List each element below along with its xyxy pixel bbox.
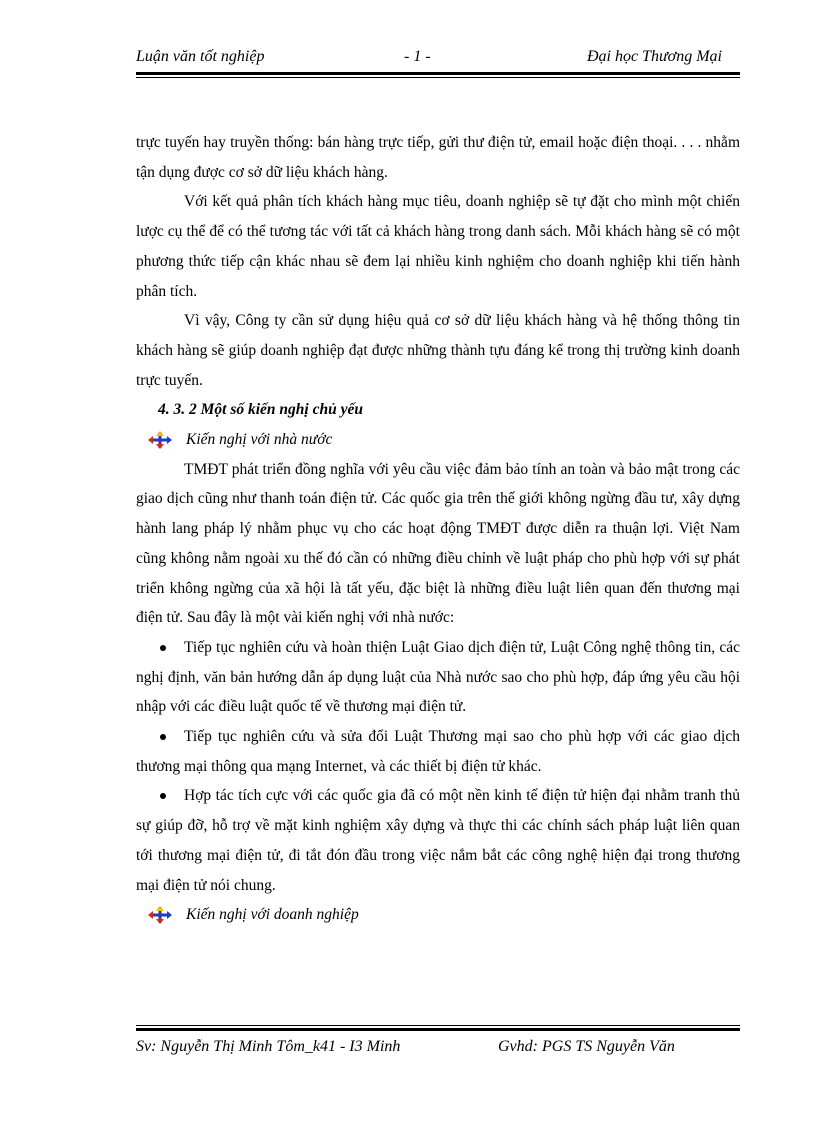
round-dot-icon — [160, 734, 166, 740]
list-item-text: Hợp tác tích cực với các quốc gia đã có một nền kinh tế điện tử hiện đại nhằm tranh thủ sự giúp đỡ, hỗ trợ về mặt kinh nghiệm xây dựng và thực thi các chính sách pháp luật liên quan tới thương mại điện tử, đi tắt đón đầu trong việc nắm bắt các công nghệ hiện đại trong thương mại điện tử nói chung. — [136, 787, 740, 894]
paragraph-2: Với kết quả phân tích khách hàng mục tiêu, doanh nghiệp sẽ tự đặt cho mình một chiến lược cụ thể để có thể tương tác với tất cả khách hàng trong danh sách. Mỗi khách hàng sẽ có một phương thức tiếp cận khác nhau sẽ đem lại nhiều kinh nghiệm cho doanh nghiệp khi tiến hành phân tích. — [136, 193, 740, 300]
heading-business-recommendations — [136, 900, 740, 930]
footer-student: Sv: Nguyễn Thị Minh Tôm_k41 - I3 Minh — [136, 1038, 401, 1055]
page-header — [136, 46, 740, 72]
page-body — [136, 128, 740, 930]
round-dot-icon — [160, 645, 166, 651]
section-heading: 4. 3. 2 Một số kiến nghị chủ yếu — [158, 401, 363, 419]
heading-business-label: Kiến nghị với doanh nghiệp — [186, 906, 359, 924]
footer-rule-thin — [136, 1025, 740, 1026]
paragraph-3: Vì vậy, Công ty cần sử dụng hiệu quả cơ sở dữ liệu khách hàng và hệ thống thông tin khách hàng sẽ giúp doanh nghiệp đạt được những thành tựu đáng kể trong thị trường kinh doanh trực tuyến. — [136, 312, 740, 389]
header-page-number: - 1 - — [404, 48, 431, 65]
four-arrow-icon — [148, 431, 172, 449]
header-rule-thick — [136, 72, 740, 75]
paragraph-4: TMĐT phát triển đồng nghĩa với yêu cầu việc đảm bảo tính an toàn và bảo mật trong các giao dịch cũng như thanh toán điện tử. Các quốc gia trên thế giới không ngừng đầu tư, xây dựng hành lang pháp lý nhằm phục vụ cho các hoạt động TMĐT được diễn ra thuận lợi. Việt Nam cũng không nằm ngoài xu thế đó cần có những điều chỉnh về luật pháp cho phù hợp với sự phát triển không ngừng của xã hội là tất yếu, đặc biệt là những điều luật liên quan đến thương mại điện tử. Sau đây là một vài kiến nghị với nhà nước: — [136, 460, 740, 627]
header-thesis-title: Luận văn tốt nghiệp — [136, 48, 265, 65]
header-rule-thin — [136, 77, 740, 78]
list-item — [136, 722, 740, 781]
footer-rule-thick — [136, 1028, 740, 1031]
heading-state-recommendations — [136, 425, 740, 455]
list-item — [136, 781, 740, 900]
header-university: Đại học Thương Mại — [586, 48, 722, 65]
round-dot-icon — [160, 793, 166, 799]
four-arrow-icon — [148, 906, 172, 924]
list-item-text: Tiếp tục nghiên cứu và hoàn thiện Luật Giao dịch điện tử, Luật Công nghệ thông tin, các nghị định, văn bản hướng dẫn áp dụng luật của Nhà nước sao cho phù hợp, đáp ứng yêu cầu hội nhập với các điều luật quốc tế về thương mại điện tử. — [136, 638, 740, 716]
list-item — [136, 633, 740, 722]
list-item-text: Tiếp tục nghiên cứu và sửa đổi Luật Thương mại sao cho phù hợp với các giao dịch thương mại thông qua mạng Internet, và các thiết bị điện tử khác. — [136, 728, 740, 775]
paragraph-1: trực tuyến hay truyền thống: bán hàng trực tiếp, gửi thư điện tử, email hoặc điện thoại. . . . nhằm tận dụng được cơ sở dữ liệu khách hàng. — [136, 134, 740, 181]
heading-state-label: Kiến nghị với nhà nước — [186, 431, 333, 449]
footer-supervisor: Gvhd: PGS TS Nguyễn Văn — [498, 1038, 675, 1055]
